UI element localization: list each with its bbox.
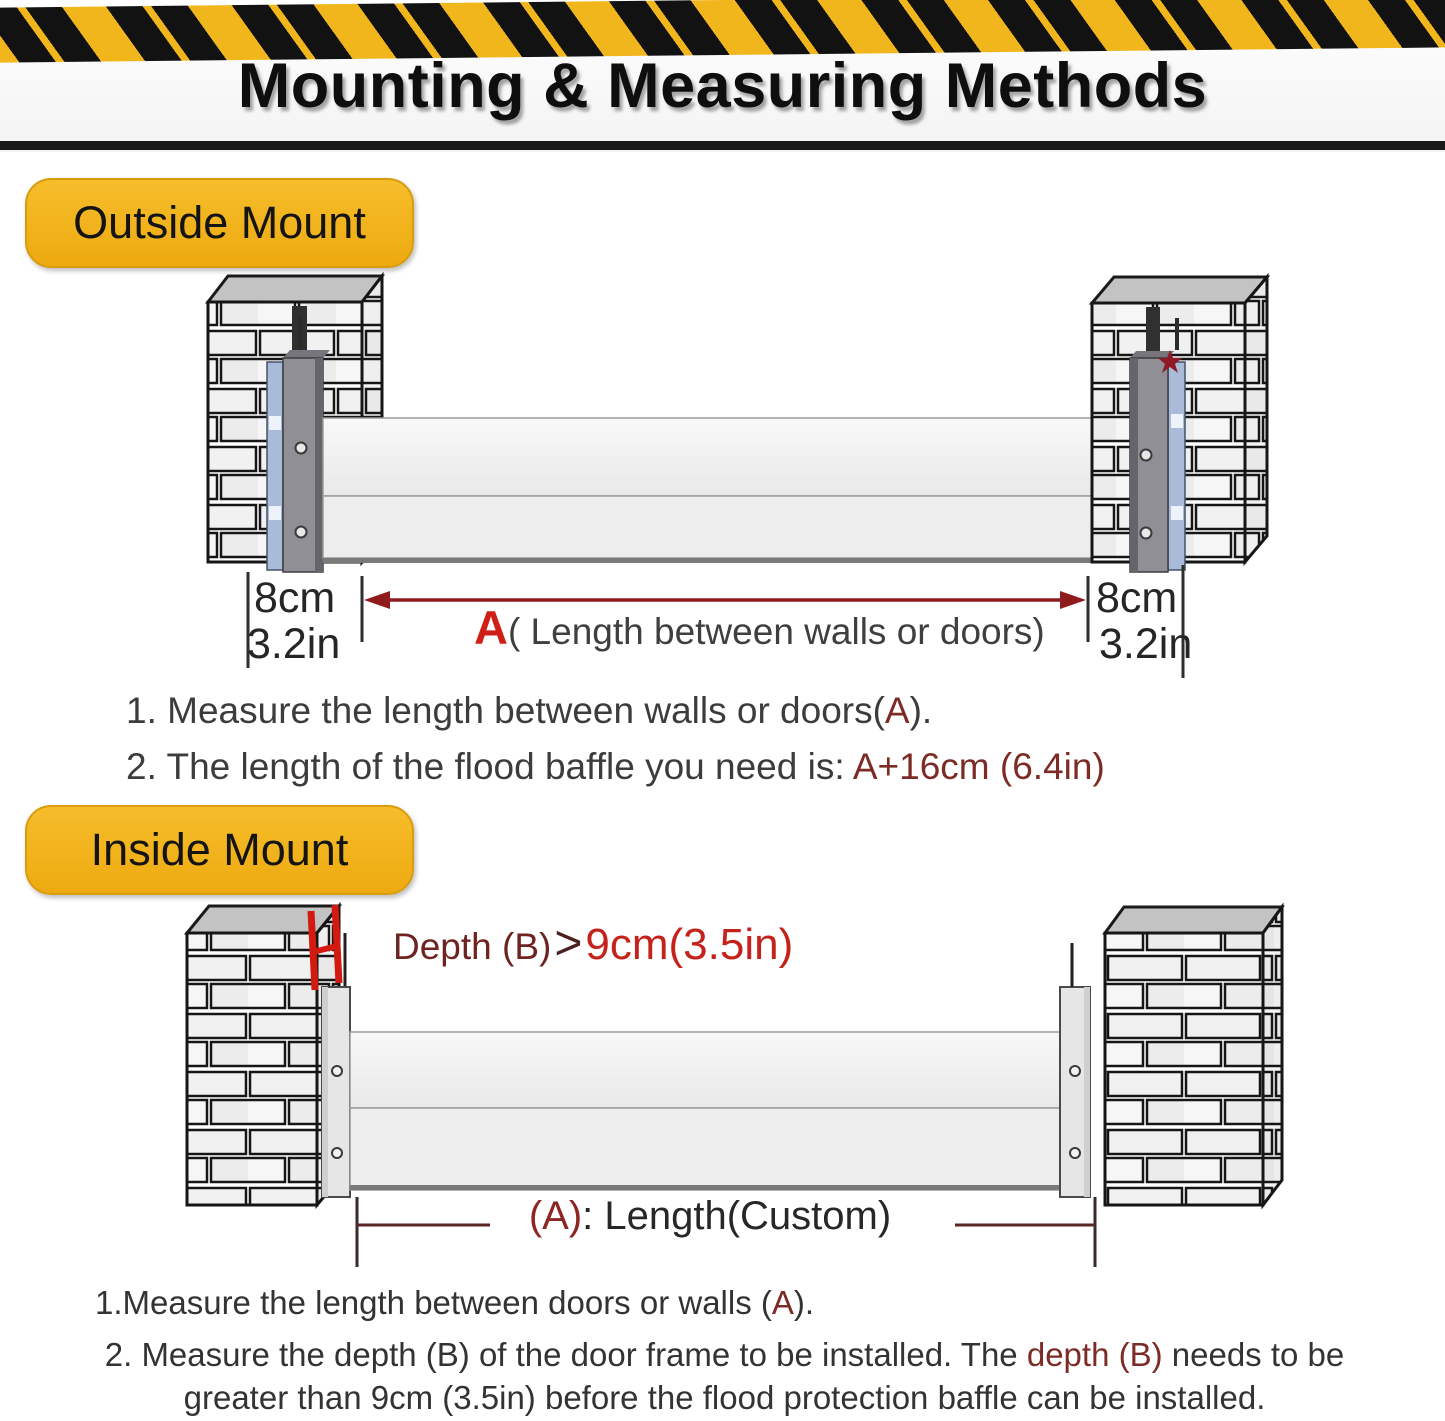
page-title: Mounting & Measuring Methods	[237, 51, 1208, 121]
length-a-accent: A	[474, 601, 508, 654]
outside-length-label	[474, 600, 1045, 655]
outside-mount-badge: Outside Mount	[25, 178, 414, 268]
outside-right-dim-in: 3.2in	[1099, 620, 1193, 668]
length-a-text: ( Length between walls or doors)	[507, 611, 1045, 652]
outside-left-dim-cm: 8cm	[254, 574, 336, 622]
outside-steps	[126, 690, 1105, 802]
screw-hole-icon	[332, 1066, 342, 1076]
screw-hole-icon	[296, 527, 307, 538]
flood-barrier-panels	[323, 418, 1131, 563]
screw-hole-icon	[1070, 1066, 1080, 1076]
banner-divider	[0, 141, 1445, 150]
inside-right-pillar	[1105, 907, 1282, 1205]
inside-length-label	[430, 1194, 990, 1239]
depth-value: 9cm(3.5in)	[585, 920, 794, 969]
header-banner	[0, 0, 1445, 152]
flood-barrier-panels	[350, 1032, 1060, 1190]
outside-right-dim-cm: 8cm	[1096, 574, 1178, 622]
inside-right-channel	[1060, 943, 1090, 1197]
inside-mount-badge: Inside Mount	[25, 805, 414, 895]
outside-step-1: 1. Measure the length between walls or doors(A).	[126, 690, 933, 731]
screw-hole-icon	[332, 1148, 342, 1158]
inside-step-2: 2. Measure the depth (B) of the door frame to be installed. The depth (B) needs to be greater than 9cm (3.5in) before the flood protection baffle can be installed.	[104, 1336, 1345, 1416]
outside-step-2: 2. The length of the flood baffle you need is: A+16cm (6.4in)	[126, 746, 1105, 787]
length-a-accent: (A)	[528, 1194, 583, 1238]
inside-left-channel	[322, 987, 350, 1197]
length-a-text: : Length(Custom)	[582, 1194, 892, 1238]
outside-left-dim-in: 3.2in	[247, 620, 341, 668]
greater-than-sign: >	[554, 917, 583, 970]
inside-step-1: 1.Measure the length between doors or walls (A).	[95, 1284, 815, 1321]
depth-label	[393, 916, 793, 971]
depth-label-text: Depth (B)	[393, 926, 552, 967]
screw-hole-icon	[296, 443, 307, 454]
screw-hole-icon	[1070, 1148, 1080, 1158]
screw-hole-icon	[1141, 450, 1152, 461]
screw-hole-icon	[1141, 528, 1152, 539]
